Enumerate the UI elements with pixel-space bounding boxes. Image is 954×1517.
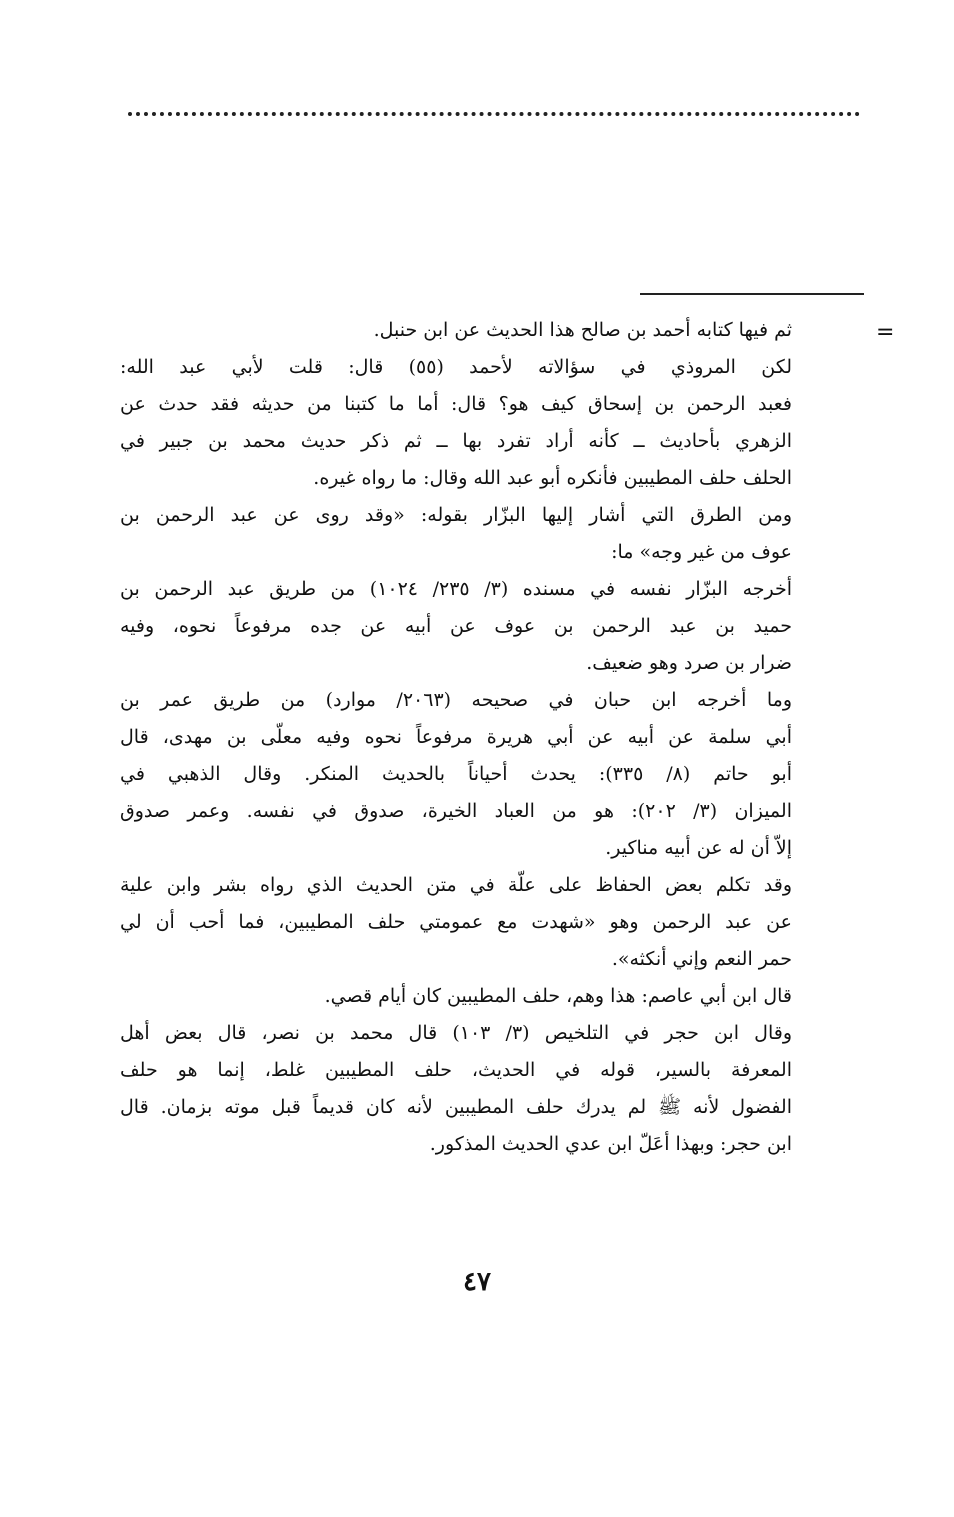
text-line: لكن المروذي في سؤالاته لأحمد (٥٥) قال: قلت لأبي عبد الله: [120,356,792,378]
text-line: ابن حجر: وبهذا أعَلّ ابن عدي الحديث المذكور. [429,1133,792,1155]
dotted-separator [128,112,860,116]
text-line: أبي سلمة عن أبيه عن أبي هريرة مرفوعاً نحوه وفيه معلّى بن مهدى، قال [120,726,792,748]
text-line: أخرجه البزّار نفسه في مسنده (٣/ ٢٣٥/ ١٠٢٤) من طريق عبد الرحمن بن [120,578,793,600]
text-line: الحلف حلف المطيبين فأنكره أبو عبد الله وقال: ما رواه غيره. [313,467,792,489]
text-line: وقد تكلم بعض الحفاظ على علّة في متن الحديث الذي رواه بشر وابن علية [120,874,792,896]
text-line: عن عبد الرحمن وهو «شهدت مع عمومتي حلف المطيبين، فما أحب أن لي [120,911,792,933]
text-line: ضرار بن صرد وهو ضعيف. [586,652,792,674]
page-number: ٤٧ [463,1267,491,1297]
text-line: عوف من غير وجه» ما: [611,541,792,563]
continuation-mark: = [876,320,895,345]
text-line: فعبد الرحمن بن إسحاق كيف هو؟ قال: أما ما كتبنا من حديثه فقد حدث عن [120,393,792,415]
text-line: وقال ابن حجر في التلخيص (٣/ ١٠٣) قال محمد بن نصر، قال بعض أهل [120,1022,792,1044]
text-line: قال ابن أبي عاصم: هذا وهم، حلف المطيبين كان أيام قصي. [324,985,792,1007]
text-line: الفضول لأنه ﷺ لم يدرك حلف المطيبين لأنه كان قديماً قبل موته بزمان. قال [120,1096,792,1118]
text-line: حميد بن عبد الرحمن بن عوف عن أبيه عن جده مرفوعاً نحوه، وفيه [120,615,792,637]
text-line: أبو حاتم (٨/ ٣٣٥): يحدث أحياناً بالحديث المنكر. وقال الذهبي في [120,763,792,785]
footnote-separator [640,293,864,295]
text-line: المعرفة بالسير، قوله في الحديث، حلف المطيبين غلط، إنما هو حلف [120,1059,792,1081]
text-line: حمر النعم وإني أنكثه». [611,948,792,970]
footnote-text [120,312,792,1163]
text-line: الزهري بأحاديث ــ كأنه أراد تفرد بها ــ ثم ذكر حديث محمد بن جبير في [120,430,792,452]
text-line: ثم فيها كتابه أحمد بن صالح هذا الحديث عن ابن حنبل. [373,319,792,341]
text-line: إلاّ أن له عن أبيه مناكير. [605,837,792,859]
text-line: وما أخرجه ابن حبان في صحيحه (٢٠٦٣/ موارد) من طريق عمر بن [120,689,792,711]
text-line: ومن الطرق التي أشار إليها البزّار بقوله: «وقد روى عن عبد الرحمن بن [120,504,792,526]
text-line: الميزان (٣/ ٢٠٢): هو من العباد الخيرة، صدوق في نفسه. وعمر صدوق [120,800,792,822]
